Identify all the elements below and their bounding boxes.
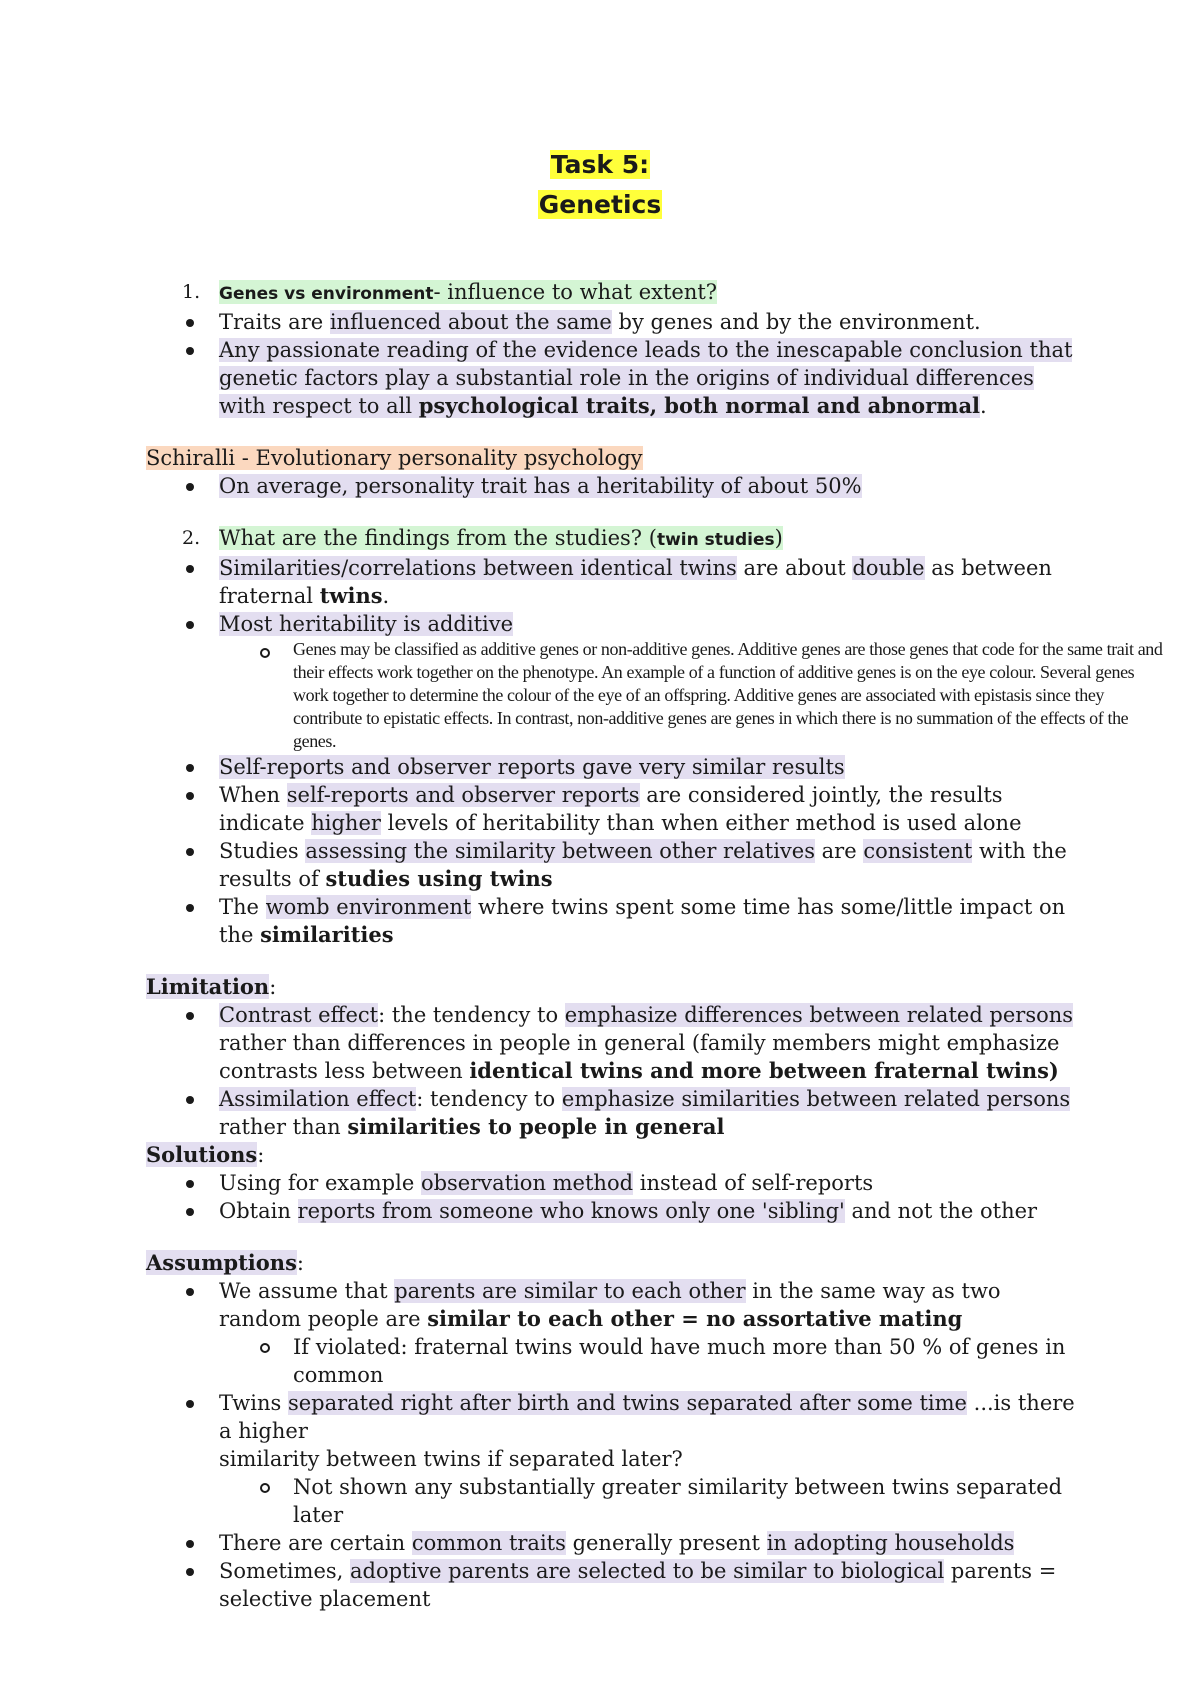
sub-list: [146, 1473, 1086, 1529]
list-item: We assume that parents are similar to each other in the same way as two random people are similar to each other = no assortative mating If violated: fraternal twins would have much more than 50 % of genes in common: [146, 1277, 1086, 1389]
solutions-heading: Solutions:: [146, 1142, 265, 1167]
limitation-list: [146, 1001, 1086, 1141]
list-item: Any passionate reading of the evidence leads to the inescapable conclusion that genetic factors play a substantial role in the origins of individual differences with respect to all psychological traits, both normal and abnormal.: [146, 336, 1086, 420]
list-item: Similarities/correlations between identical twins are about double as between fraternal twins.: [146, 554, 1086, 610]
sub-list-item: Genes may be classified as additive genes or non-additive genes. Additive genes are those genes that code for the same trait and their effects work together on the phenotype. An example of a function of additive genes is on the eye colour. Several genes work together to determine the colour of the eye of an offspring. Additive genes are associated with epistasis since they contribute to epistatic effects. In contrast, non-additive genes are genes in which there is no summation of the effects of the genes.: [146, 638, 1173, 753]
assumptions-list: [146, 1277, 1086, 1613]
section-2-number: 2.: [182, 527, 201, 549]
section-1-heading-bold: Genes vs environment: [219, 284, 434, 304]
list-item: Using for example observation method instead of self-reports: [146, 1169, 1086, 1197]
section-1-heading: [146, 278, 1086, 308]
assumptions-heading: Assumptions:: [146, 1250, 304, 1275]
list-item: Studies assessing the similarity between other relatives are consistent with the results of studies using twins: [146, 837, 1086, 893]
title-line-2: Genetics: [538, 190, 662, 219]
sub-list: [146, 638, 1163, 753]
section-2-heading: 2. What are the findings from the studies? (twin studies): [182, 526, 783, 550]
list-item: Traits are influenced about the same by genes and by the environment.: [146, 308, 1086, 336]
notes-content: [146, 278, 1163, 1613]
list-item: The womb environment where twins spent some time has some/little impact on the similarities: [146, 893, 1086, 949]
section-1-heading-rest: - influence to what extent?: [433, 280, 718, 304]
sub-list-item: Not shown any substantially greater similarity between twins separated later: [146, 1473, 1086, 1529]
list-item: When self-reports and observer reports are considered jointly, the results indicate higher levels of heritability than when either method is used alone: [146, 781, 1086, 837]
section-2-list: [146, 554, 1163, 949]
list-item: Self-reports and observer reports gave very similar results: [146, 753, 1086, 781]
title-line-1: Task 5:: [550, 150, 650, 179]
section-1-list: [146, 308, 1086, 420]
page-title: [0, 145, 1200, 225]
list-item: Obtain reports from someone who knows only one 'sibling' and not the other: [146, 1197, 1086, 1225]
list-item: Twins separated right after birth and twins separated after some time ...is there a higher similarity between twins if separated later? Not shown any substantially greater similarity between twins separated later: [146, 1389, 1086, 1529]
list-item: There are certain common traits generally present in adopting households: [146, 1529, 1086, 1557]
section-2: [146, 524, 1086, 554]
schiralli-heading: Schiralli - Evolutionary personality psychology: [146, 446, 643, 470]
list-item: Assimilation effect: tendency to emphasize similarities between related persons rather than similarities to people in general: [146, 1085, 1086, 1141]
limitation-heading: Limitation:: [146, 974, 277, 999]
section-1: [146, 278, 1086, 308]
list-item: Most heritability is additive Genes may be classified as additive genes or non-additive genes. Additive genes are those genes that code for the same trait and their effects work together on the phenotype. An example of a function of additive genes is on the eye colour. Several genes work together to determine the colour of the eye of an offspring. Additive genes are associated with epistasis since they contribute to epistatic effects. In contrast, non-additive genes are genes in which there is no summation of the effects of the genes.: [146, 610, 1086, 753]
solutions-list: [146, 1169, 1086, 1225]
list-item: Sometimes, adoptive parents are selected to be similar to biological parents = selective placement: [146, 1557, 1086, 1613]
sub-list: [146, 1333, 1086, 1389]
list-item: Contrast effect: the tendency to emphasize differences between related persons rather than differences in people in general (family members might emphasize contrasts less between identical twins and more between fraternal twins): [146, 1001, 1086, 1085]
schiralli-list: [146, 472, 1086, 500]
sub-list-item: If violated: fraternal twins would have much more than 50 % of genes in common: [146, 1333, 1086, 1389]
section-1-number: 1.: [182, 281, 201, 303]
list-item: On average, personality trait has a heritability of about 50%: [146, 472, 1086, 500]
